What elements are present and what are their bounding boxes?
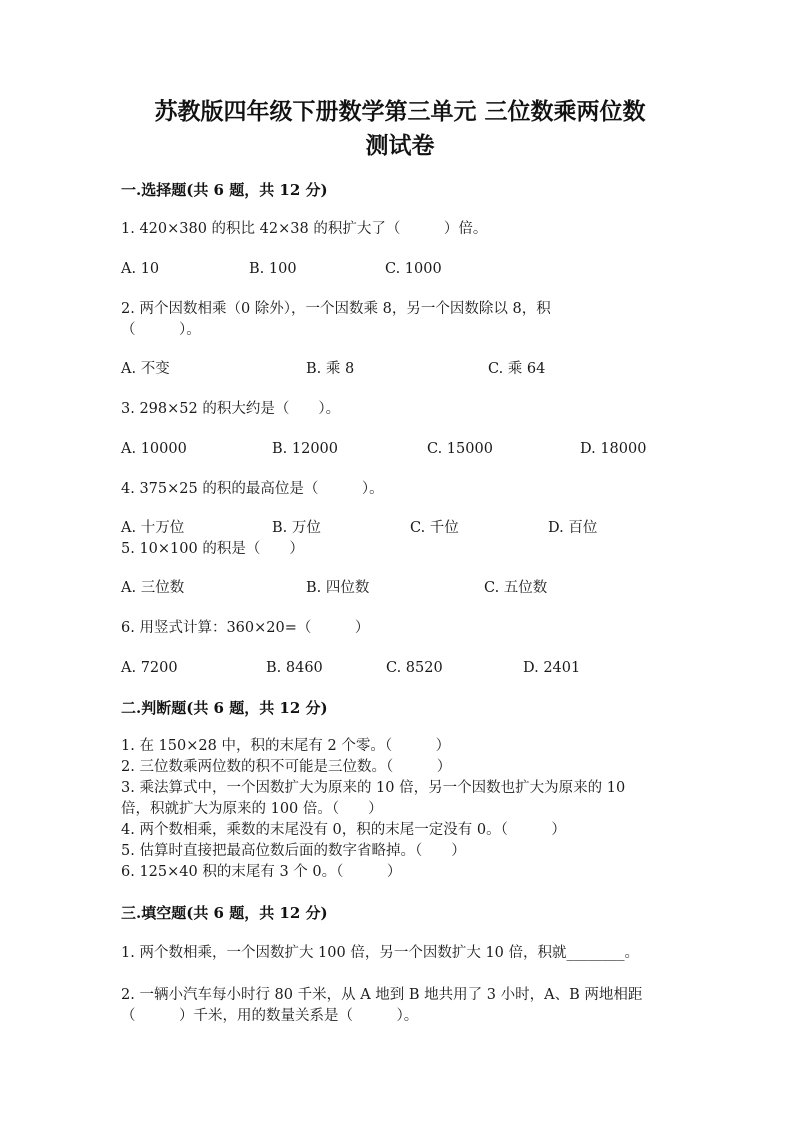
choice-4-option-a: A. 十万位	[121, 520, 185, 536]
judge-item-6: 6. 125×40 积的末尾有 3 个 0。（ ）	[121, 864, 402, 880]
judge-item-4: 4. 两个数相乘，乘数的末尾没有 0，积的末尾一定没有 0。（ ）	[121, 822, 566, 838]
choice-5-option-b: B. 四位数	[306, 580, 370, 596]
fill-question-2-line-1: 2. 一辆小汽车每小时行 80 千米，从 A 地到 B 地共用了 3 小时，A、B 两地相距	[121, 987, 643, 1003]
fill-question-2-line-2: （ ）千米，用的数量关系是（ ）。	[121, 1008, 419, 1024]
question-choice-1: 1. 420×380 的积比 42×38 的积扩大了（ ）倍。	[121, 221, 488, 237]
choice-4-option-d: D. 百位	[548, 520, 598, 536]
choice-2-option-b: B. 乘 8	[306, 361, 355, 377]
choice-3-option-c: C. 15000	[427, 441, 493, 457]
section-heading-choice: 一.选择题(共 6 题，共 12 分)	[121, 181, 328, 199]
choice-2-option-c: C. 乘 64	[488, 361, 546, 377]
fill-question-1: 1. 两个数相乘，一个因数扩大 100 倍，另一个因数扩大 10 倍，积就________。	[121, 945, 640, 961]
choice-1-option-b: B. 100	[249, 261, 297, 277]
choice-6-option-a: A. 7200	[121, 660, 178, 676]
question-choice-2-line-1: 2. 两个因数相乘（0 除外），一个因数乘 8，另一个因数除以 8，积	[121, 301, 551, 317]
choice-3-option-d: D. 18000	[580, 441, 647, 457]
choice-6-option-c: C. 8520	[386, 660, 443, 676]
choice-6-option-b: B. 8460	[266, 660, 323, 676]
choice-3-option-b: B. 12000	[272, 441, 339, 457]
question-choice-6: 6. 用竖式计算：360×20=（ ）	[121, 620, 370, 636]
judge-item-1: 1. 在 150×28 中，积的末尾有 2 个零。（ ）	[121, 738, 451, 754]
judge-item-3-line-1: 3. 乘法算式中，一个因数扩大为原来的 10 倍，另一个因数也扩大为原来的 10	[121, 780, 626, 796]
choice-1-option-c: C. 1000	[385, 261, 442, 277]
choice-5-option-c: C. 五位数	[484, 580, 548, 596]
section-heading-fill: 三.填空题(共 6 题，共 12 分)	[121, 904, 328, 922]
question-choice-4: 4. 375×25 的积的最高位是（ ）。	[121, 481, 384, 497]
question-choice-2-line-2: （ ）。	[121, 322, 201, 338]
section-heading-judge: 二.判断题(共 6 题，共 12 分)	[121, 699, 328, 717]
choice-2-option-a: A. 不变	[121, 361, 170, 377]
judge-item-3-line-2: 倍，积就扩大为原来的 100 倍。（ ）	[121, 801, 383, 817]
question-choice-3: 3. 298×52 的积大约是（ ）。	[121, 401, 341, 417]
choice-4-option-c: C. 千位	[410, 520, 459, 536]
page-title-line-1: 苏教版四年级下册数学第三单元 三位数乘两位数	[154, 98, 646, 125]
choice-5-option-a: A. 三位数	[121, 580, 185, 596]
choice-4-option-b: B. 万位	[272, 520, 321, 536]
judge-item-5: 5. 估算时直接把最高位数后面的数字省略掉。（ ）	[121, 843, 466, 859]
choice-6-option-d: D. 2401	[523, 660, 581, 676]
page-title-line-2: 测试卷	[365, 132, 435, 159]
choice-1-option-a: A. 10	[121, 261, 160, 277]
question-choice-5: 5. 10×100 的积是（ ）	[121, 541, 304, 557]
choice-3-option-a: A. 10000	[121, 441, 187, 457]
judge-item-2: 2. 三位数乘两位数的积不可能是三位数。（ ）	[121, 759, 452, 775]
